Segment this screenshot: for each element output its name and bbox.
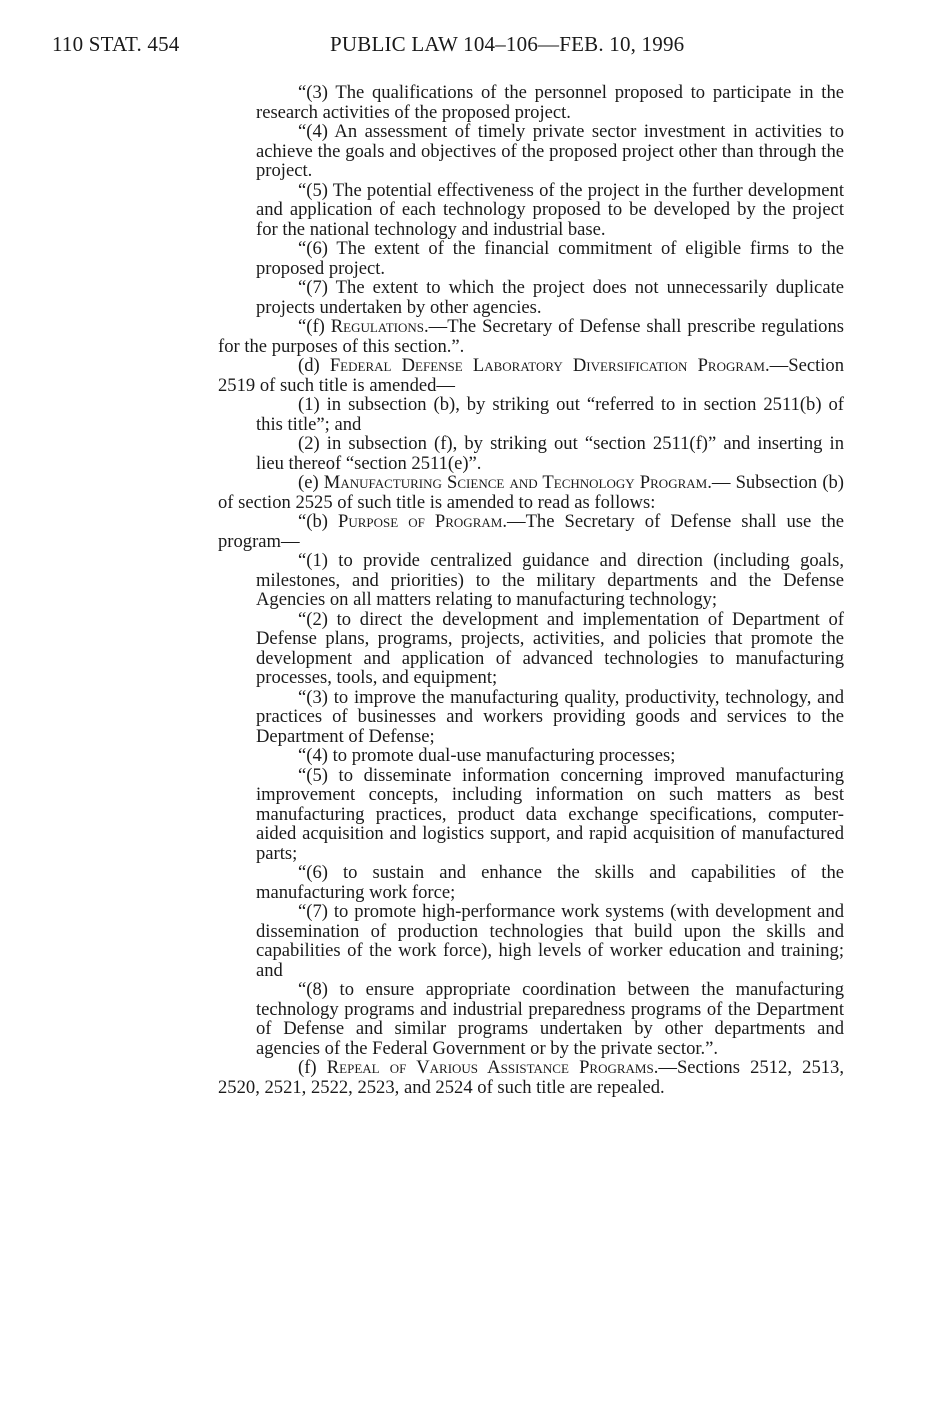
purpose-caption: Purpose of Program (338, 511, 503, 532)
section-d-lead: (d) (298, 355, 330, 376)
regulations-subsection (218, 317, 844, 356)
purpose-text: .—The Secretary of Defense shall use the program— (218, 511, 845, 552)
section-d-caption: Federal Defense Laboratory Diversification Program (329, 355, 765, 376)
purpose-item-1: “(1) to provide centralized guidance and direction (including goals, milestones, and priorities) to the military departments and the Defense Agencies on all matters relating to manufacturing technology; (256, 550, 844, 610)
section-e-caption: Manufacturing Science and Technology Program (323, 472, 708, 493)
public-law-citation: PUBLIC LAW 104–106—FEB. 10, 1996 (330, 32, 685, 56)
criterion-5: “(5) The potential effectiveness of the project in the further development and application of each technology proposed to be developed by the project for the national technology and industrial base. (256, 179, 844, 240)
section-d-item-1: (1) in subsection (b), by striking out “referred to in section 2511(b) of this title”; and (256, 394, 844, 435)
running-header (52, 32, 742, 62)
purpose-item-8: “(8) to ensure appropriate coordination between the manufacturing technology programs and industrial preparedness programs of the Department of Defense and similar programs undertaken by other departments and agencies of the Federal Government or by the private sector.”. (256, 979, 844, 1059)
criterion-4: “(4) An assessment of timely private sector investment in activities to achieve the goals and objectives of the proposed project other than through the project. (256, 121, 844, 181)
purpose-item-6: “(6) to sustain and enhance the skills and capabilities of the manufacturing work force; (256, 862, 844, 903)
criterion-7: “(7) The extent to which the project does not unnecessarily duplicate projects undertaken by other agencies. (256, 277, 844, 318)
criterion-6: “(6) The extent of the financial commitment of eligible firms to the proposed project. (256, 238, 844, 279)
criterion-3: “(3) The qualifications of the personnel proposed to participate in the research activities of the proposed project. (256, 82, 844, 123)
section-f-caption: Repeal of Various Assistance Programs (326, 1057, 654, 1078)
purpose-subsection (218, 512, 844, 551)
section-f-lead: (f) (298, 1057, 327, 1078)
section-e-lead: (e) (298, 472, 324, 493)
stat-page-number: 110 STAT. 454 (52, 32, 180, 56)
purpose-item-4: “(4) to promote dual-use manufacturing processes; (298, 745, 676, 766)
section-d (218, 356, 844, 395)
purpose-item-5: “(5) to disseminate information concerning improved manufacturing improvement concepts, including information on such matters as best manufacturing practices, product data exchange specifications, computer-aided acquisition and logistics support, and rapid acquisition of manufactured parts; (256, 764, 844, 864)
section-f-text: .—Sections 2512, 2513, 2520, 2521, 2522, 2523, and 2524 of such title are repealed. (218, 1057, 844, 1098)
purpose-item-7: “(7) to promote high-performance work systems (with development and dissemination of production technologies that build upon the skills and capabilities of the work force), high levels of worker education and training; and (256, 901, 844, 981)
regulations-caption: Regulations (330, 316, 425, 337)
section-d-item-2: (2) in subsection (f), by striking out “section 2511(f)” and inserting in lieu thereof “section 2511(e)”. (256, 433, 844, 474)
purpose-item-3: “(3) to improve the manufacturing quality, productivity, technology, and practices of businesses and workers providing goods and services to the Department of Defense; (256, 686, 844, 747)
section-d-text: .—Section 2519 of such title is amended— (218, 355, 844, 396)
regulations-text: .—The Secretary of Defense shall prescribe regulations for the purposes of this section.”. (218, 316, 845, 357)
section-e-text: .— Subsection (b) of section 2525 of such title is amended to read as follows: (218, 472, 844, 513)
page-body (218, 83, 844, 1097)
section-f (218, 1058, 844, 1097)
regulations-lead: “(f) (298, 316, 331, 337)
purpose-lead: “(b) (298, 511, 338, 532)
section-e (218, 473, 844, 512)
purpose-item-2: “(2) to direct the development and implementation of Department of Defense plans, programs, projects, activities, and policies that promote the development and application of advanced technologies to manufacturing processes, tools, and equipment; (256, 608, 844, 688)
